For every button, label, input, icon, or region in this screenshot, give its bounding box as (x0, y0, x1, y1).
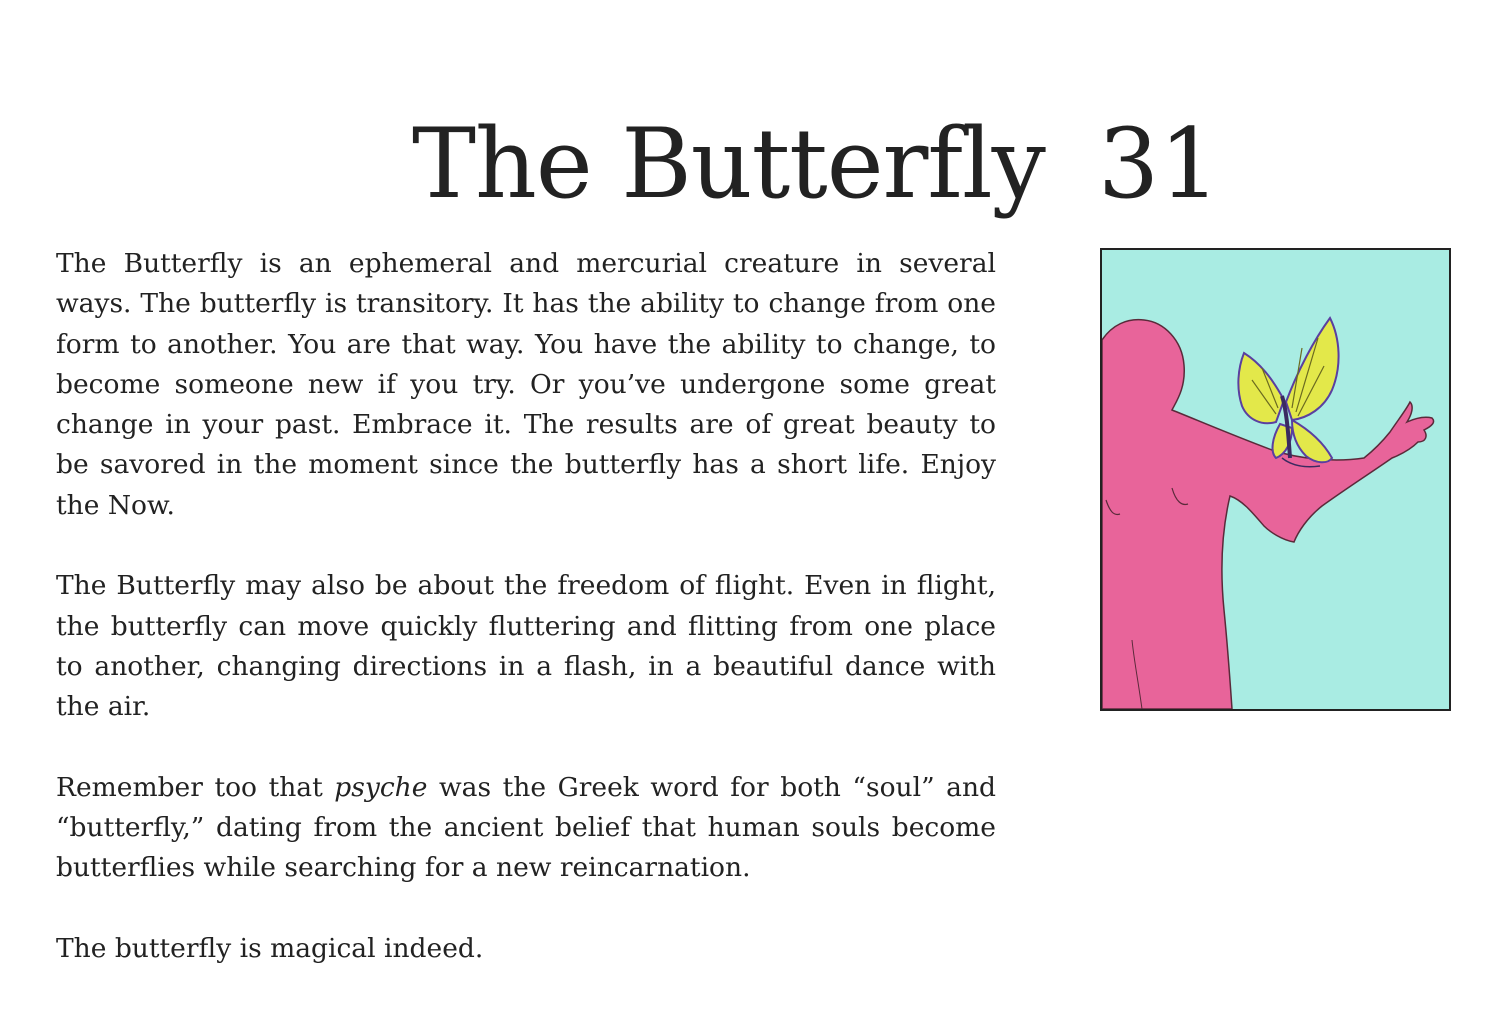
illustration-drawing (1102, 250, 1449, 709)
psyche-text-after: was the Greek word for both “soul” and “butterfly,” dating from the ancient belief that human souls become butterflies while searching for a new reincarnation. (56, 771, 996, 884)
page-title: The Butterfly (412, 108, 1045, 220)
paragraph-transformation: The Butterfly is an ephemeral and mercurial creature in several ways. The butterfly is transitory. It has the ability to change from one form to another. You are that way. You have the ability to change, to become someone new if you try. Or you’ve undergone some great change in your past. Embrace it. The results are of great beauty to be savored in the moment since the butterfly has a short life. Enjoy the Now. (56, 248, 996, 521)
paragraph-flight: The Butterfly may also be about the freedom of flight. Even in flight, the butterfly can move quickly fluttering and flitting from one place to another, changing directions in a flash, in a beautiful dance with the air. (56, 570, 996, 723)
psyche-word: psyche (334, 771, 428, 803)
paragraph-psyche (56, 768, 996, 889)
psyche-text-before: Remember too that (56, 771, 335, 803)
card-number: 31 (1098, 108, 1221, 220)
body-text (56, 244, 996, 1010)
paragraph-closing: The butterfly is magical indeed. (56, 933, 484, 965)
butterfly-illustration (1100, 248, 1451, 711)
